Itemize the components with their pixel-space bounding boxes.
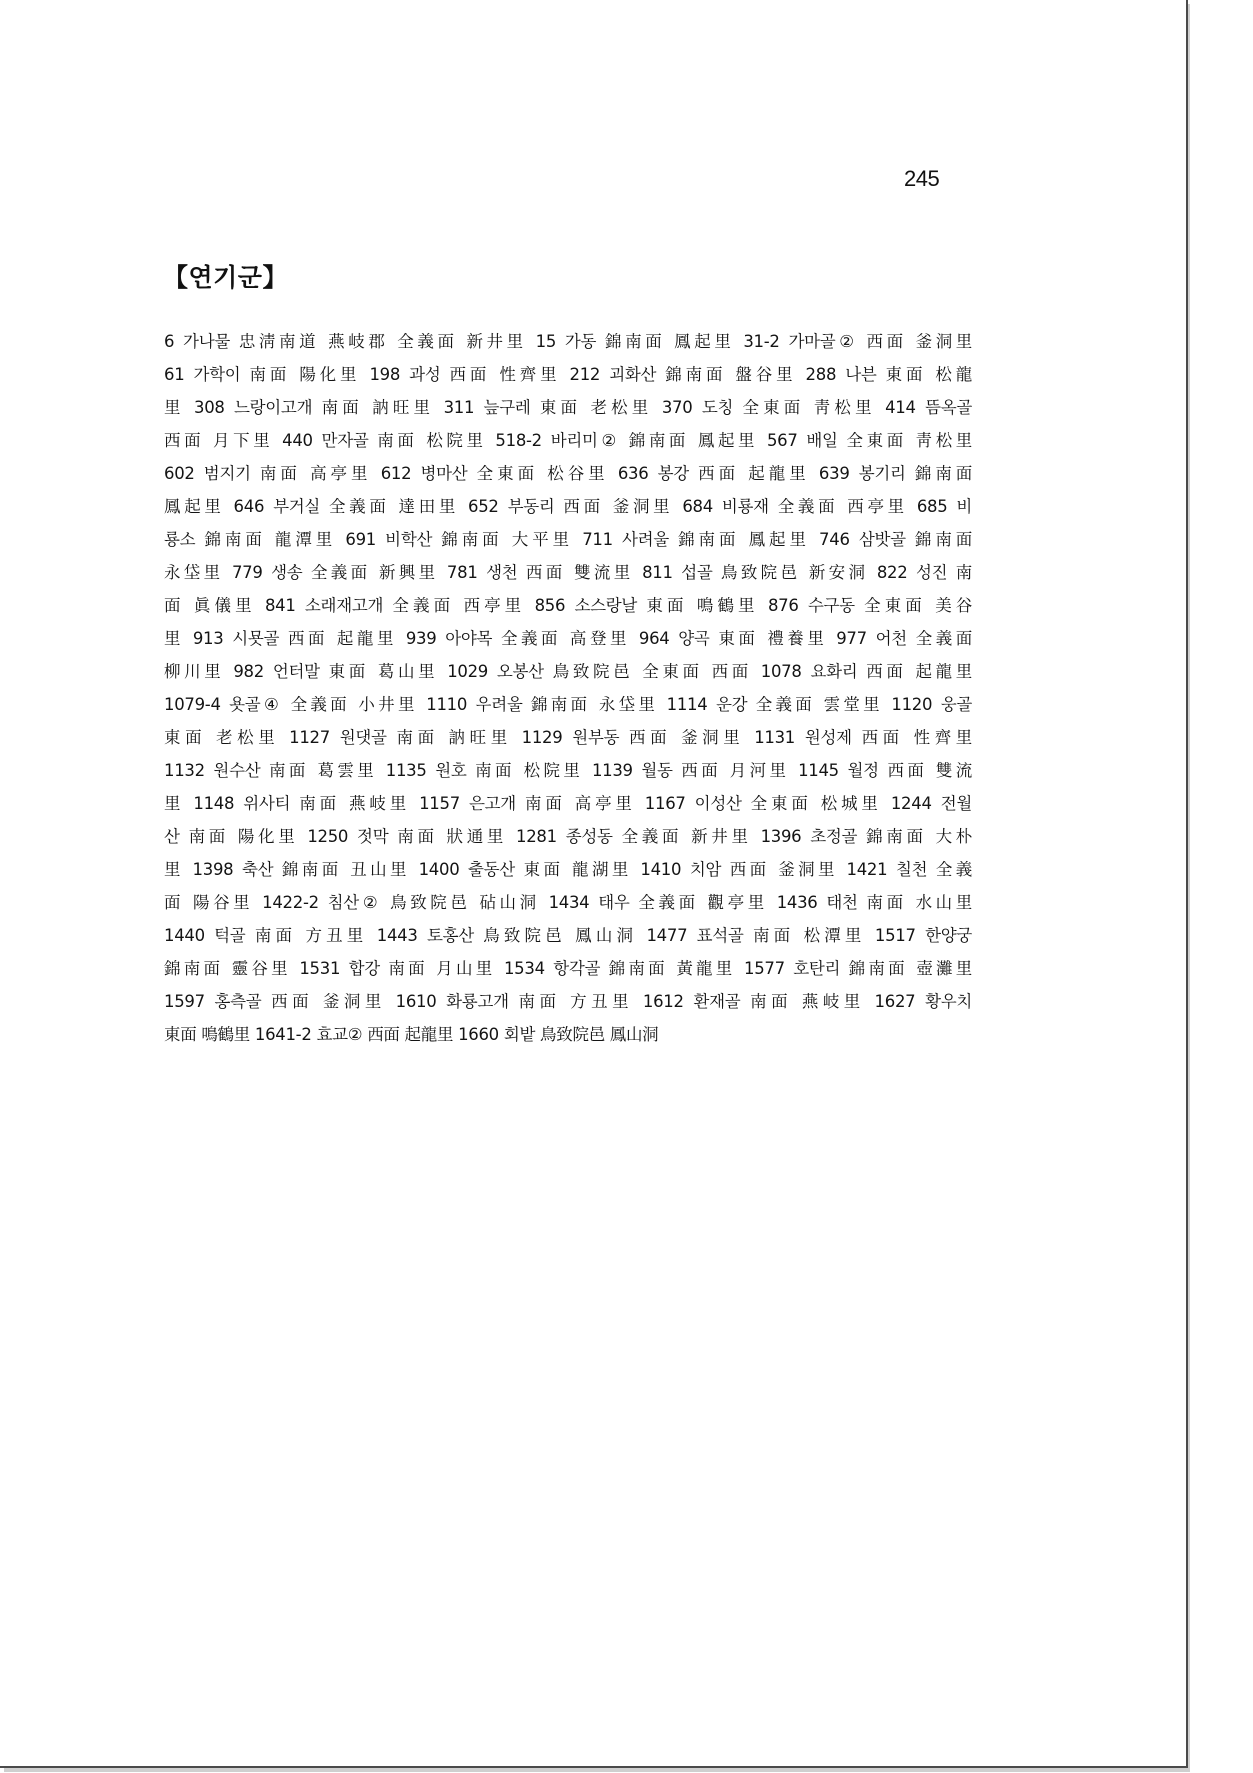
entry-line: 里 913 시묫골 西面 起龍里 939 아야목 全義面 高登里 964 양곡 東面 禮養里 977 어천 全義面 — [164, 629, 972, 648]
entry-line: 面 陽谷里 1422-2 침산② 鳥致院邑 砧山洞 1434 태우 全義面 觀亭里 1436 태천 南面 水山里 — [164, 893, 972, 912]
entry-line: 1079-4 욧골④ 全義面 小井里 1110 우려울 錦南面 永垈里 1114 운강 全義面 雲堂里 1120 웅골 — [164, 695, 972, 714]
entry-line: 룡소 錦南面 龍潭里 691 비학산 錦南面 大平里 711 사려울 錦南面 鳳起里 746 삼밧골 錦南面 — [164, 530, 972, 549]
entry-line: 1440 턱골 南面 方丑里 1443 토홍산 鳥致院邑 鳳山洞 1477 표석골 南面 松潭里 1517 한양궁 — [164, 926, 972, 945]
entry-line: 61 가학이 南面 陽化里 198 과성 西面 性齊里 212 괴화산 錦南面 盤谷里 288 나븐 東面 松龍 — [164, 365, 972, 384]
entry-line: 面 眞儀里 841 소래재고개 全義面 西亭里 856 소스랑날 東面 鳴鶴里 876 수구동 全東面 美谷 — [164, 596, 972, 615]
page-number: 245 — [904, 166, 940, 191]
entry-line: 東面 鳴鶴里 1641-2 효교② 西面 起龍里 1660 회밭 鳥致院邑 鳳山洞 — [164, 1025, 659, 1044]
page-gutter — [1190, 0, 1253, 1773]
entry-line: 산 南面 陽化里 1250 젓막 南面 狀通里 1281 종성동 全義面 新井里 1396 초정골 錦南面 大朴 — [164, 827, 972, 846]
entry-line: 柳川里 982 언터말 東面 葛山里 1029 오봉산 鳥致院邑 全東面 西面 1078 요화리 西面 起龍里 — [164, 662, 972, 681]
entry-line: 西面 月下里 440 만자골 南面 松院里 518-2 바리미② 錦南面 鳳起里 567 배일 全東面 靑松里 — [164, 431, 972, 450]
section-title: 【연기군】 — [163, 263, 288, 292]
entry-line: 里 308 느랑이고개 南面 訥旺里 311 늪구레 東面 老松里 370 도칭 全東面 靑松里 414 뜸옥골 — [164, 398, 972, 417]
place-name-entries — [164, 325, 972, 1051]
entry-line: 鳳起里 646 부거실 全義面 達田里 652 부동리 西面 釜洞里 684 비룡재 全義面 西亭里 685 비 — [164, 497, 972, 516]
entry-line: 602 범지기 南面 高亭里 612 병마산 全東面 松谷里 636 봉강 西面 起龍里 639 봉기리 錦南面 — [164, 464, 972, 483]
entry-line: 里 1398 축산 錦南面 丑山里 1400 출동산 東面 龍湖里 1410 치암 西面 釜洞里 1421 칠천 全義 — [164, 860, 972, 879]
entry-line: 6 가나물 忠淸南道 燕岐郡 全義面 新井里 15 가동 錦南面 鳳起里 31-2 가마골② 西面 釜洞里 — [164, 332, 972, 351]
entry-line: 里 1148 위사티 南面 燕岐里 1157 은고개 南面 高亭里 1167 이성산 全東面 松城里 1244 전월 — [164, 794, 972, 813]
entry-line: 1132 원수산 南面 葛雲里 1135 원호 南面 松院里 1139 월동 西面 月河里 1145 월정 西面 雙流 — [164, 761, 972, 780]
entry-line: 1597 홍측골 西面 釜洞里 1610 화룡고개 南面 方丑里 1612 환재골 南面 燕岐里 1627 황우치 — [164, 992, 972, 1011]
entry-line: 東面 老松里 1127 원댓골 南面 訥旺里 1129 원부동 西面 釜洞里 1131 원성제 西面 性齊里 — [164, 728, 972, 747]
entry-line: 永垈里 779 생송 全義面 新興里 781 생천 西面 雙流里 811 섭골 鳥致院邑 新安洞 822 성진 南 — [164, 563, 972, 582]
entry-line: 錦南面 靈谷里 1531 합강 南面 月山里 1534 항각골 錦南面 黃龍里 1577 호탄리 錦南面 壺灘里 — [164, 959, 972, 978]
